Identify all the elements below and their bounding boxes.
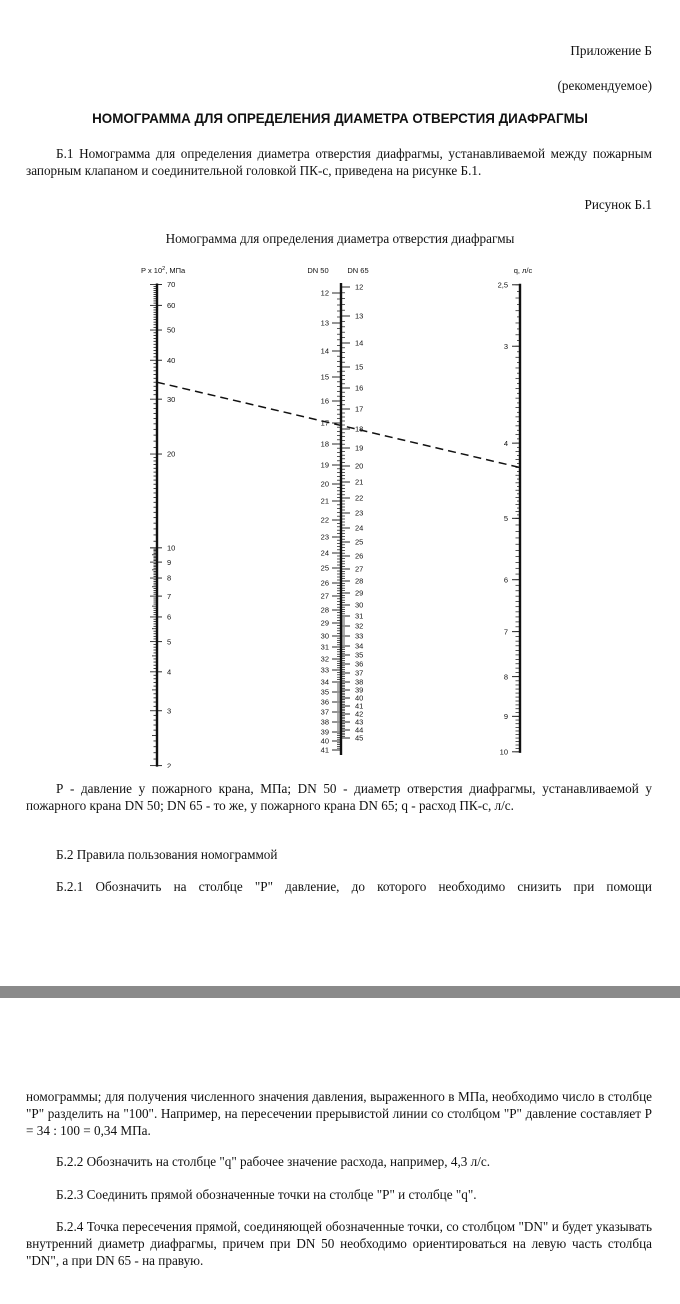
figure-caption: Номограмма для определения диаметра отверстия диафрагмы bbox=[165, 231, 515, 246]
dn65-tick-label: 26 bbox=[355, 551, 364, 561]
dn65-tick-label: 27 bbox=[355, 564, 364, 574]
dn50-tick-label: 35 bbox=[320, 687, 329, 697]
q-tick-label: 4 bbox=[503, 438, 508, 448]
paragraph-b23: Б.2.3 Соединить прямой обозначенные точки на столбце "Р" и столбце "q". bbox=[56, 1187, 477, 1202]
p-tick-label: 20 bbox=[167, 449, 176, 459]
p-tick-label: 3 bbox=[167, 706, 172, 716]
appendix-status: (рекомендуемое) bbox=[557, 78, 652, 93]
dn50-tick-label: 40 bbox=[320, 736, 329, 746]
paragraph-b24: Б.2.4 Точка пересечения прямой, соединяющей обозначенные точки, со столбцом "DN" и будет указывать внутренний диаметр диафрагмы, причем при DN 50 необходимо ориентироваться на левую часть столбца "DN", а при DN 65 - на правую. bbox=[26, 1219, 652, 1268]
dn50-tick-label: 32 bbox=[320, 654, 329, 664]
dn50-tick-label: 30 bbox=[320, 631, 329, 641]
paragraph-b22: Б.2.2 Обозначить на столбце "q" рабочее значение расхода, например, 4,3 л/с. bbox=[56, 1154, 491, 1169]
dn65-tick-label: 12 bbox=[355, 282, 364, 292]
dn65-tick-label: 39 bbox=[355, 685, 364, 695]
q-tick-label: 7 bbox=[503, 627, 508, 637]
dn65-tick-label: 42 bbox=[355, 709, 364, 719]
p-tick-label: 40 bbox=[167, 355, 176, 365]
dn65-tick-label: 30 bbox=[355, 600, 364, 610]
dn65-tick-label: 23 bbox=[355, 508, 364, 518]
dn50-tick-label: 38 bbox=[320, 717, 329, 727]
q-scale-title: q, л/с bbox=[513, 266, 533, 275]
p-tick-label: 50 bbox=[167, 325, 176, 335]
dn50-tick-label: 18 bbox=[320, 439, 329, 449]
dn50-tick-label: 16 bbox=[320, 396, 329, 406]
dn50-tick-label: 22 bbox=[320, 515, 329, 525]
p-tick-label: 60 bbox=[167, 301, 176, 311]
q-tick-label: 5 bbox=[503, 514, 508, 524]
dn50-tick-label: 12 bbox=[320, 288, 329, 298]
dn50-tick-label: 24 bbox=[320, 548, 329, 558]
dn65-tick-label: 44 bbox=[355, 725, 364, 735]
dn65-tick-label: 14 bbox=[355, 338, 364, 348]
dn50-tick-label: 17 bbox=[320, 418, 329, 428]
dn65-tick-label: 18 bbox=[355, 424, 364, 434]
p-tick-label: 70 bbox=[167, 280, 176, 290]
q-tick-label: 9 bbox=[503, 712, 508, 722]
q-tick-label: 2,5 bbox=[497, 280, 508, 290]
p-tick-label: 6 bbox=[167, 612, 172, 622]
paragraph-b21-continued: номограммы; для получения численного значения давления, выраженного в МПа, необходимо число в столбце "Р" разделить на "100". Например, на пересечении прерывистой линии со столбцом "Р" давление составляет Р = 34 : 100 = 0,34 МПа. bbox=[26, 1089, 652, 1138]
appendix-title: НОМОГРАММА ДЛЯ ОПРЕДЕЛЕНИЯ ДИАМЕТРА ОТВЕРСТИЯ ДИАФРАГМЫ bbox=[92, 111, 588, 126]
dn65-tick-label: 24 bbox=[355, 523, 364, 533]
dn65-tick-label: 22 bbox=[355, 493, 364, 503]
dn50-tick-label: 36 bbox=[320, 697, 329, 707]
nomogram-figure bbox=[0, 258, 680, 768]
q-tick-label: 3 bbox=[503, 341, 508, 351]
appendix-label: Приложение Б bbox=[570, 43, 652, 58]
dn65-tick-label: 29 bbox=[355, 588, 364, 598]
q-tick-label: 10 bbox=[499, 747, 508, 757]
dn50-tick-label: 33 bbox=[320, 665, 329, 675]
dn50-tick-label: 21 bbox=[320, 496, 329, 506]
figure-legend: Р - давление у пожарного крана, МПа; DN 50 - диаметр отверстия диафрагмы, устанавливаемой у пожарного крана DN 50; DN 65 - то же, у пожарного крана DN 65; q - расход ПК-с, л/с. bbox=[26, 781, 652, 813]
dn50-scale-title: DN 50 bbox=[307, 266, 329, 275]
document-page-2 bbox=[0, 998, 680, 1304]
p-tick-label: 4 bbox=[167, 667, 172, 677]
dn65-tick-label: 36 bbox=[355, 659, 364, 669]
dn65-tick-label: 31 bbox=[355, 611, 364, 621]
dn65-tick-label: 37 bbox=[355, 668, 364, 678]
dn65-tick-label: 38 bbox=[355, 677, 364, 687]
dn65-tick-label: 25 bbox=[355, 537, 364, 547]
heading-b2: Б.2 Правила пользования номограммой bbox=[56, 847, 278, 862]
dn50-tick-label: 15 bbox=[320, 372, 329, 382]
dn65-tick-label: 43 bbox=[355, 717, 364, 727]
dn65-tick-label: 34 bbox=[355, 641, 364, 651]
example-dashed-line bbox=[157, 382, 520, 467]
dn65-tick-label: 20 bbox=[355, 461, 364, 471]
dn50-tick-label: 37 bbox=[320, 707, 329, 717]
dn65-tick-label: 15 bbox=[355, 362, 364, 372]
dn50-tick-label: 29 bbox=[320, 618, 329, 628]
figure-label: Рисунок Б.1 bbox=[584, 197, 652, 212]
dn50-tick-label: 39 bbox=[320, 727, 329, 737]
dn50-tick-label: 34 bbox=[320, 677, 329, 687]
dn50-tick-label: 14 bbox=[320, 346, 329, 356]
p-tick-label: 7 bbox=[167, 591, 172, 601]
dn65-tick-label: 19 bbox=[355, 443, 364, 453]
dn65-tick-label: 41 bbox=[355, 701, 364, 711]
dn50-tick-label: 28 bbox=[320, 605, 329, 615]
dn50-tick-label: 41 bbox=[320, 745, 329, 755]
dn50-tick-label: 19 bbox=[320, 460, 329, 470]
p-tick-label: 30 bbox=[167, 394, 176, 404]
dn50-tick-label: 25 bbox=[320, 563, 329, 573]
dn65-tick-label: 21 bbox=[355, 477, 364, 487]
dn65-tick-label: 40 bbox=[355, 693, 364, 703]
dn65-scale-title: DN 65 bbox=[347, 266, 369, 275]
paragraph-b1: Б.1 Номограмма для определения диаметра отверстия диафрагмы, устанавливаемой между пожарным запорным клапаном и соединительной головкой ПК-с, приведена на рисунке Б.1. bbox=[26, 146, 652, 178]
q-tick-label: 8 bbox=[503, 672, 508, 682]
dn50-tick-label: 23 bbox=[320, 532, 329, 542]
page-separator bbox=[0, 986, 680, 998]
dn65-tick-label: 17 bbox=[355, 404, 364, 414]
p-scale-title: P x $10^2$, МПа bbox=[141, 266, 186, 275]
dn50-tick-label: 27 bbox=[320, 591, 329, 601]
dn65-tick-label: 16 bbox=[355, 383, 364, 393]
dn50-tick-label: 31 bbox=[320, 642, 329, 652]
dn65-tick-label: 13 bbox=[355, 311, 364, 321]
dn65-tick-label: 33 bbox=[355, 631, 364, 641]
dn65-tick-label: 28 bbox=[355, 576, 364, 586]
p-tick-label: 8 bbox=[167, 573, 172, 583]
paragraph-b21-start: Б.2.1 Обозначить на столбце "Р" давление, до которого необходимо снизить при помощи bbox=[56, 879, 652, 894]
dn50-tick-label: 20 bbox=[320, 479, 329, 489]
p-tick-label: 2 bbox=[167, 761, 172, 768]
dn65-tick-label: 32 bbox=[355, 621, 364, 631]
dn65-tick-label: 45 bbox=[355, 733, 364, 743]
q-tick-label: 6 bbox=[503, 575, 508, 585]
p-tick-label: 9 bbox=[167, 557, 172, 567]
dn65-tick-label: 35 bbox=[355, 650, 364, 660]
dn50-tick-label: 13 bbox=[320, 318, 329, 328]
p-tick-label: 5 bbox=[167, 637, 172, 647]
p-tick-label: 10 bbox=[167, 543, 176, 553]
dn50-tick-label: 26 bbox=[320, 578, 329, 588]
